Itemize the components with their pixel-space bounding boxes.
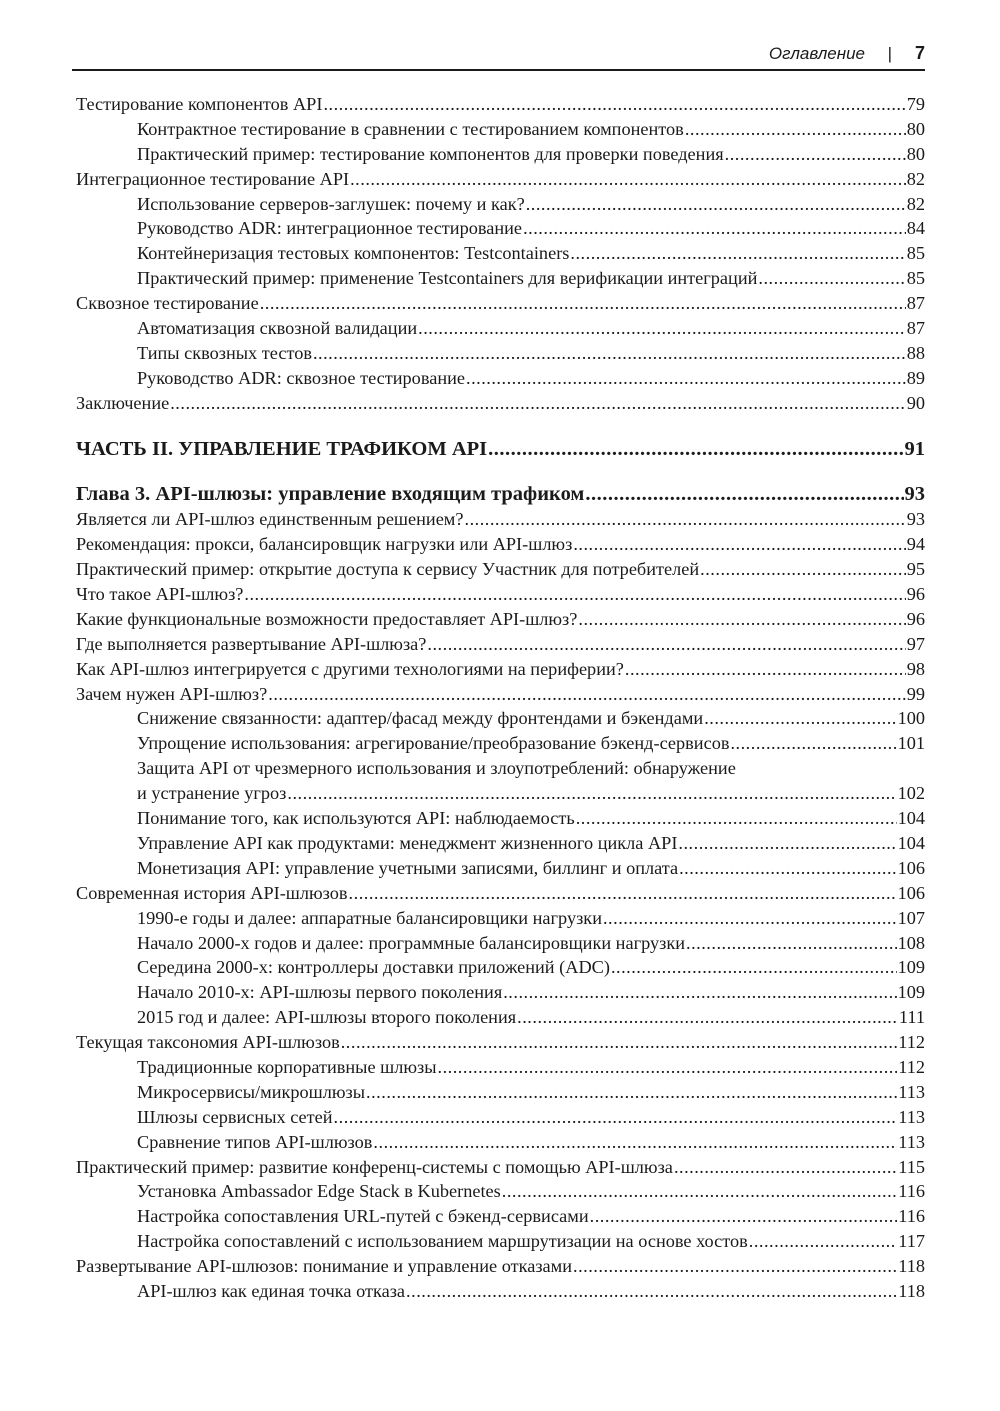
toc-entry-page: 101 [897, 733, 925, 754]
toc-entry-title: Где выполняется развертывание API-шлюза? [76, 633, 427, 654]
toc-entry-title: 2015 год и далее: API-шлюзы второго поколения [137, 1007, 517, 1028]
toc-entry [76, 142, 925, 167]
dot-leader [526, 192, 906, 217]
dot-leader [686, 931, 897, 956]
toc-entry-title: Начало 2000-х годов и далее: программные балансировщики нагрузки [137, 932, 686, 953]
dot-leader [625, 657, 906, 682]
dot-leader [603, 906, 897, 931]
toc-entry-page: 109 [897, 957, 925, 978]
dot-leader [704, 706, 896, 731]
toc-entry [76, 1055, 925, 1080]
dot-leader [573, 532, 905, 557]
toc-entry [76, 391, 925, 416]
toc-entry-title: Развертывание API-шлюзов: понимание и управление отказами [76, 1256, 573, 1277]
toc-entry [76, 881, 925, 906]
toc-entry-page: 106 [897, 857, 925, 878]
toc-entry-page: 112 [898, 1056, 925, 1077]
toc-entry-page: 80 [906, 118, 925, 139]
dot-leader [700, 557, 906, 582]
dot-leader [678, 831, 896, 856]
toc-entry-title: Середина 2000-х: контроллеры доставки приложений (ADC) [137, 957, 610, 978]
toc-entry-title: Использование серверов-заглушек: почему и как? [137, 193, 525, 214]
toc-entry [76, 1155, 925, 1180]
toc-entry [76, 1030, 925, 1055]
toc-entry [76, 167, 925, 192]
toc-entry-page: 111 [898, 1007, 925, 1028]
dot-leader [350, 167, 906, 192]
toc-entry [76, 906, 925, 931]
toc-entry [76, 1005, 925, 1030]
toc-entry-page: 118 [898, 1256, 925, 1277]
toc-entry-title: Сравнение типов API-шлюзов [137, 1131, 373, 1152]
toc-entry-title: Традиционные корпоративные шлюзы [137, 1056, 437, 1077]
toc-entry [76, 1080, 925, 1105]
toc-entry-page: 89 [906, 367, 925, 388]
toc-entry-title: Сквозное тестирование [76, 293, 259, 314]
chapter-page: 93 [904, 483, 925, 506]
toc-entry-title: API-шлюз как единая точка отказа [137, 1280, 406, 1301]
toc-entry-page: 107 [897, 907, 925, 928]
toc-entry [76, 1254, 925, 1279]
toc-entry-title: Руководство ADR: сквозное тестирование [137, 367, 465, 388]
dot-leader [749, 1229, 897, 1254]
toc-entry-page: 112 [898, 1032, 925, 1053]
dot-leader [488, 437, 903, 462]
dot-leader [268, 682, 905, 707]
dot-leader [334, 1105, 898, 1130]
toc-entry-row [137, 781, 925, 806]
toc-entry-multiline [76, 756, 925, 806]
dot-leader [517, 1005, 898, 1030]
toc-entry-page: 85 [906, 243, 925, 264]
toc-chapter-heading [76, 482, 925, 507]
toc-entry-page: 79 [906, 94, 925, 114]
toc-entry-page: 116 [898, 1206, 925, 1227]
toc-entry [76, 1229, 925, 1254]
toc-entry [76, 607, 925, 632]
toc-entry [76, 582, 925, 607]
dot-leader [418, 316, 906, 341]
toc-entry [76, 657, 925, 682]
dot-leader [674, 1155, 897, 1180]
toc-entry-title: Настройка сопоставлений с использованием маршрутизации на основе хостов [137, 1231, 748, 1252]
dot-leader [503, 980, 896, 1005]
toc-entry [76, 831, 925, 856]
dot-leader [679, 856, 896, 881]
dot-leader [570, 241, 905, 266]
dot-leader [366, 1080, 897, 1105]
toc-entry-title: Текущая таксономия API-шлюзов [76, 1032, 340, 1053]
toc-entry-page: 88 [906, 342, 925, 363]
toc-entry-page: 99 [906, 683, 925, 704]
toc-entry-page: 106 [897, 882, 925, 903]
toc-entry-title: Практический пример: применение Testcontainers для верификации интеграций [137, 268, 758, 289]
toc-entry [76, 192, 925, 217]
toc-entry [76, 341, 925, 366]
dot-leader [465, 507, 906, 532]
toc-entry [76, 266, 925, 291]
running-head: Оглавление [768, 44, 865, 63]
toc-entry [76, 557, 925, 582]
toc-entry-page: 82 [906, 193, 925, 214]
dot-leader [611, 955, 897, 980]
toc-entry-page: 80 [906, 143, 925, 164]
dot-leader [585, 482, 903, 507]
toc-entry-page: 82 [906, 168, 925, 189]
toc-entry-page: 93 [906, 509, 925, 530]
toc-entry-title: Тестирование компонентов API [76, 94, 323, 114]
toc-entry [76, 507, 925, 532]
toc-entry-page: 90 [906, 392, 925, 413]
toc-entry-title: Настройка сопоставления URL-путей с бэкенд-сервисами [137, 1206, 589, 1227]
toc-entry-page: 109 [897, 982, 925, 1003]
page-header [72, 40, 925, 70]
toc-entry-title: Контрактное тестирование в сравнении с тестированием компонентов [137, 118, 684, 139]
toc-entry-title: Заключение [76, 392, 170, 413]
page-number: 7 [914, 43, 925, 63]
toc-entry-page: 84 [906, 218, 925, 239]
toc-entry-title: Автоматизация сквозной валидации [137, 318, 418, 339]
toc-entry-page: 85 [906, 268, 925, 289]
dot-leader [573, 1254, 897, 1279]
toc-entry [76, 117, 925, 142]
toc-entry [76, 706, 925, 731]
toc-entry-page: 117 [898, 1231, 925, 1252]
dot-leader [287, 781, 896, 806]
toc-entry [76, 1204, 925, 1229]
toc-entry-page: 113 [898, 1106, 925, 1127]
toc-part-heading [76, 437, 925, 462]
toc-entry [76, 92, 925, 117]
toc-entry [76, 731, 925, 756]
toc-entry-title: Микросервисы/микрошлюзы [137, 1081, 366, 1102]
dot-leader [502, 1179, 897, 1204]
spacer [76, 461, 925, 482]
dot-leader [578, 607, 905, 632]
toc-entry [76, 216, 925, 241]
dot-leader [244, 582, 905, 607]
toc-entry-title: Начало 2010-х: API-шлюзы первого поколения [137, 982, 503, 1003]
toc-entry-title-line2: и устранение угроз [137, 783, 287, 804]
toc-entry-title: Понимание того, как используются API: наблюдаемость [137, 808, 575, 829]
dot-leader [576, 806, 897, 831]
toc-entry-title: Рекомендация: прокси, балансировщик нагрузки или API-шлюз [76, 534, 573, 555]
toc-entry [76, 1130, 925, 1155]
toc-entry [76, 955, 925, 980]
toc-entry-title: Контейнеризация тестовых компонентов: Testcontainers [137, 243, 570, 264]
header-separator: | [887, 44, 892, 63]
toc-entry-title: Снижение связанности: адаптер/фасад между фронтендами и бэкендами [137, 708, 704, 729]
dot-leader [725, 142, 906, 167]
toc-entry-page: 108 [897, 932, 925, 953]
toc-entry-page: 94 [906, 534, 925, 555]
toc-entry-page: 116 [898, 1181, 925, 1202]
toc-entry [76, 1105, 925, 1130]
toc-entry-page: 87 [906, 293, 925, 314]
toc-entry-title: 1990-е годы и далее: аппаратные балансировщики нагрузки [137, 907, 602, 928]
spacer [76, 416, 925, 437]
toc-entry-title: Что такое API-шлюз? [76, 584, 244, 605]
dot-leader [438, 1055, 898, 1080]
toc-entry-page: 115 [898, 1156, 925, 1177]
part-title: ЧАСТЬ II. УПРАВЛЕНИЕ ТРАФИКОМ API [76, 437, 488, 460]
dot-leader [406, 1279, 897, 1304]
toc-entry-page: 100 [897, 708, 925, 729]
toc-entry [76, 632, 925, 657]
toc-entry-page: 113 [898, 1131, 925, 1152]
dot-leader [260, 291, 906, 316]
dot-leader [323, 92, 905, 117]
toc-entry [76, 682, 925, 707]
dot-leader [341, 1030, 898, 1055]
toc-entry-page: 95 [906, 559, 925, 580]
toc-entry [76, 366, 925, 391]
table-of-contents [76, 92, 925, 1304]
toc-entry-title: Монетизация API: управление учетными записями, биллинг и оплата [137, 857, 679, 878]
toc-entry-title: Практический пример: тестирование компонентов для проверки поведения [137, 143, 724, 164]
dot-leader [349, 881, 897, 906]
toc-entry-title: Как API-шлюз интегрируется с другими технологиями на периферии? [76, 658, 624, 679]
toc-entry-title: Является ли API-шлюз единственным решением? [76, 509, 464, 530]
toc-entry-page: 104 [897, 832, 925, 853]
dot-leader [170, 391, 905, 416]
toc-entry-title: Какие функциональные возможности предоставляет API-шлюз? [76, 608, 578, 629]
toc-entry-title: Практический пример: открытие доступа к сервису Участник для потребителей [76, 559, 700, 580]
dot-leader [427, 632, 905, 657]
toc-entry [76, 806, 925, 831]
toc-entry-title: Практический пример: развитие конференц-системы с помощью API-шлюза [76, 1156, 673, 1177]
part-page: 91 [904, 437, 925, 460]
toc-entry-page: 98 [906, 658, 925, 679]
toc-entry [76, 931, 925, 956]
dot-leader [590, 1204, 898, 1229]
toc-entry [76, 291, 925, 316]
toc-entry-page: 96 [906, 584, 925, 605]
chapter-title: Глава 3. API-шлюзы: управление входящим трафиком [76, 483, 585, 506]
toc-entry [76, 316, 925, 341]
dot-leader [758, 266, 905, 291]
dot-leader [373, 1130, 897, 1155]
toc-entry [76, 1179, 925, 1204]
toc-entry [76, 856, 925, 881]
toc-entry-title-line1: Защита API от чрезмерного использования и злоупотреблений: обнаружение [137, 758, 736, 779]
toc-entry-page: 113 [898, 1081, 925, 1102]
toc-entry-page: 102 [897, 783, 925, 804]
toc-entry-title: Шлюзы сервисных сетей [137, 1106, 333, 1127]
toc-entry-title: Упрощение использования: агрегирование/преобразование бэкенд-сервисов [137, 733, 730, 754]
toc-entry-page: 96 [906, 608, 925, 629]
toc-entry-title: Управление API как продуктами: менеджмент жизненного цикла API [137, 832, 678, 853]
toc-entry-page: 97 [906, 633, 925, 654]
toc-entry-title: Установка Ambassador Edge Stack в Kubernetes [137, 1181, 501, 1202]
toc-entry-title: Интеграционное тестирование API [76, 168, 350, 189]
toc-entry-page: 104 [897, 808, 925, 829]
dot-leader [523, 216, 906, 241]
toc-entry-title: Современная история API-шлюзов [76, 882, 348, 903]
dot-leader [466, 366, 906, 391]
header-rule [72, 69, 925, 71]
toc-entry-title: Зачем нужен API-шлюз? [76, 683, 268, 704]
dot-leader [685, 117, 906, 142]
toc-entry [76, 980, 925, 1005]
toc-entry-page: 87 [906, 318, 925, 339]
toc-entry-page: 118 [898, 1280, 925, 1301]
toc-entry [76, 241, 925, 266]
toc-entry-title: Типы сквозных тестов [137, 342, 312, 363]
toc-entry [76, 532, 925, 557]
toc-entry [76, 1279, 925, 1304]
dot-leader [730, 731, 896, 756]
toc-entry-title: Руководство ADR: интеграционное тестирование [137, 218, 523, 239]
dot-leader [313, 341, 906, 366]
